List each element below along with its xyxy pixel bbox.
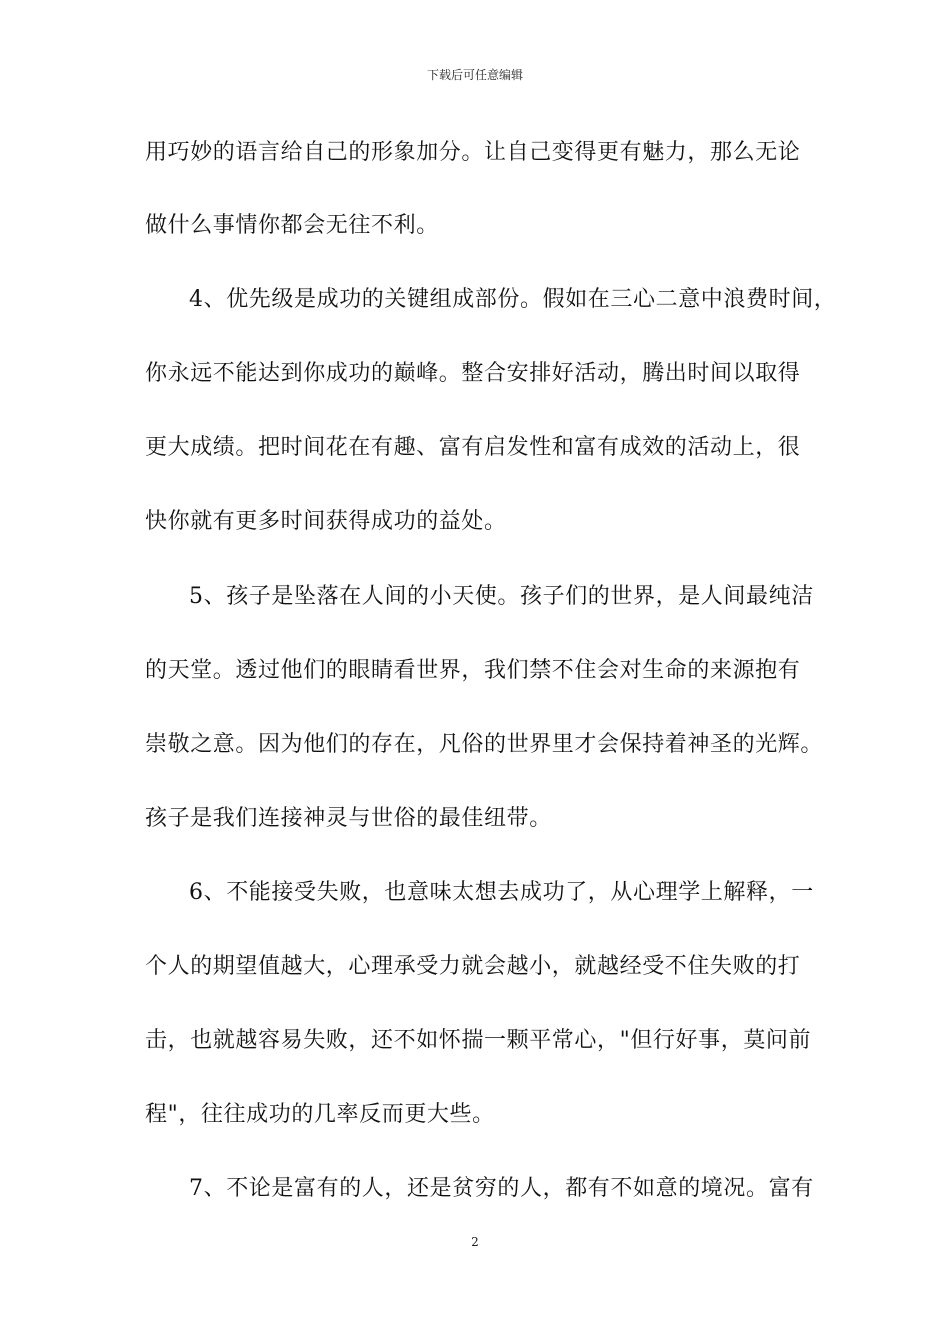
- page-header: 下载后可任意编辑: [426, 68, 523, 82]
- text-line: 个人的期望值越大，心理承受力就会越小，就越经受不住失败的打: [145, 954, 801, 979]
- text-line: 的天堂。透过他们的眼睛看世界，我们禁不住会对生命的来源抱有: [145, 658, 801, 683]
- text-line: 用巧妙的语言给自己的形象加分。让自己变得更有魅力，那么无论: [145, 140, 801, 165]
- text-line: 你永远不能达到你成功的巅峰。整合安排好活动，腾出时间以取得: [145, 361, 801, 386]
- paragraph-6-start: 6、不能接受失败，也意味太想去成功了，从心理学上解释，一: [189, 880, 814, 905]
- text-line: 崇敬之意。因为他们的存在，凡俗的世界里才会保持着神圣的光辉。: [145, 732, 824, 757]
- text-line: 快你就有更多时间获得成功的益处。: [145, 509, 507, 534]
- text-line: 做什么事情你都会无往不利。: [145, 213, 439, 238]
- text-line: 程"，往往成功的几率反而更大些。: [145, 1102, 495, 1127]
- text-line: 更大成绩。把时间花在有趣、富有启发性和富有成效的活动上，很: [145, 435, 801, 460]
- page-number: 2: [471, 1235, 479, 1249]
- paragraph-4-start: 4、优先级是成功的关键组成部份。假如在三心二意中浪费时间，: [189, 287, 837, 312]
- text-line: 孩子是我们连接神灵与世俗的最佳纽带。: [145, 806, 552, 831]
- paragraph-5-start: 5、孩子是坠落在人间的小天使。孩子们的世界，是人间最纯洁: [189, 584, 814, 609]
- paragraph-7-start: 7、不论是富有的人，还是贫穷的人，都有不如意的境况。富有: [189, 1176, 814, 1201]
- text-line: 击，也就越容易失败，还不如怀揣一颗平常心，"但行好事，莫问前: [145, 1028, 812, 1053]
